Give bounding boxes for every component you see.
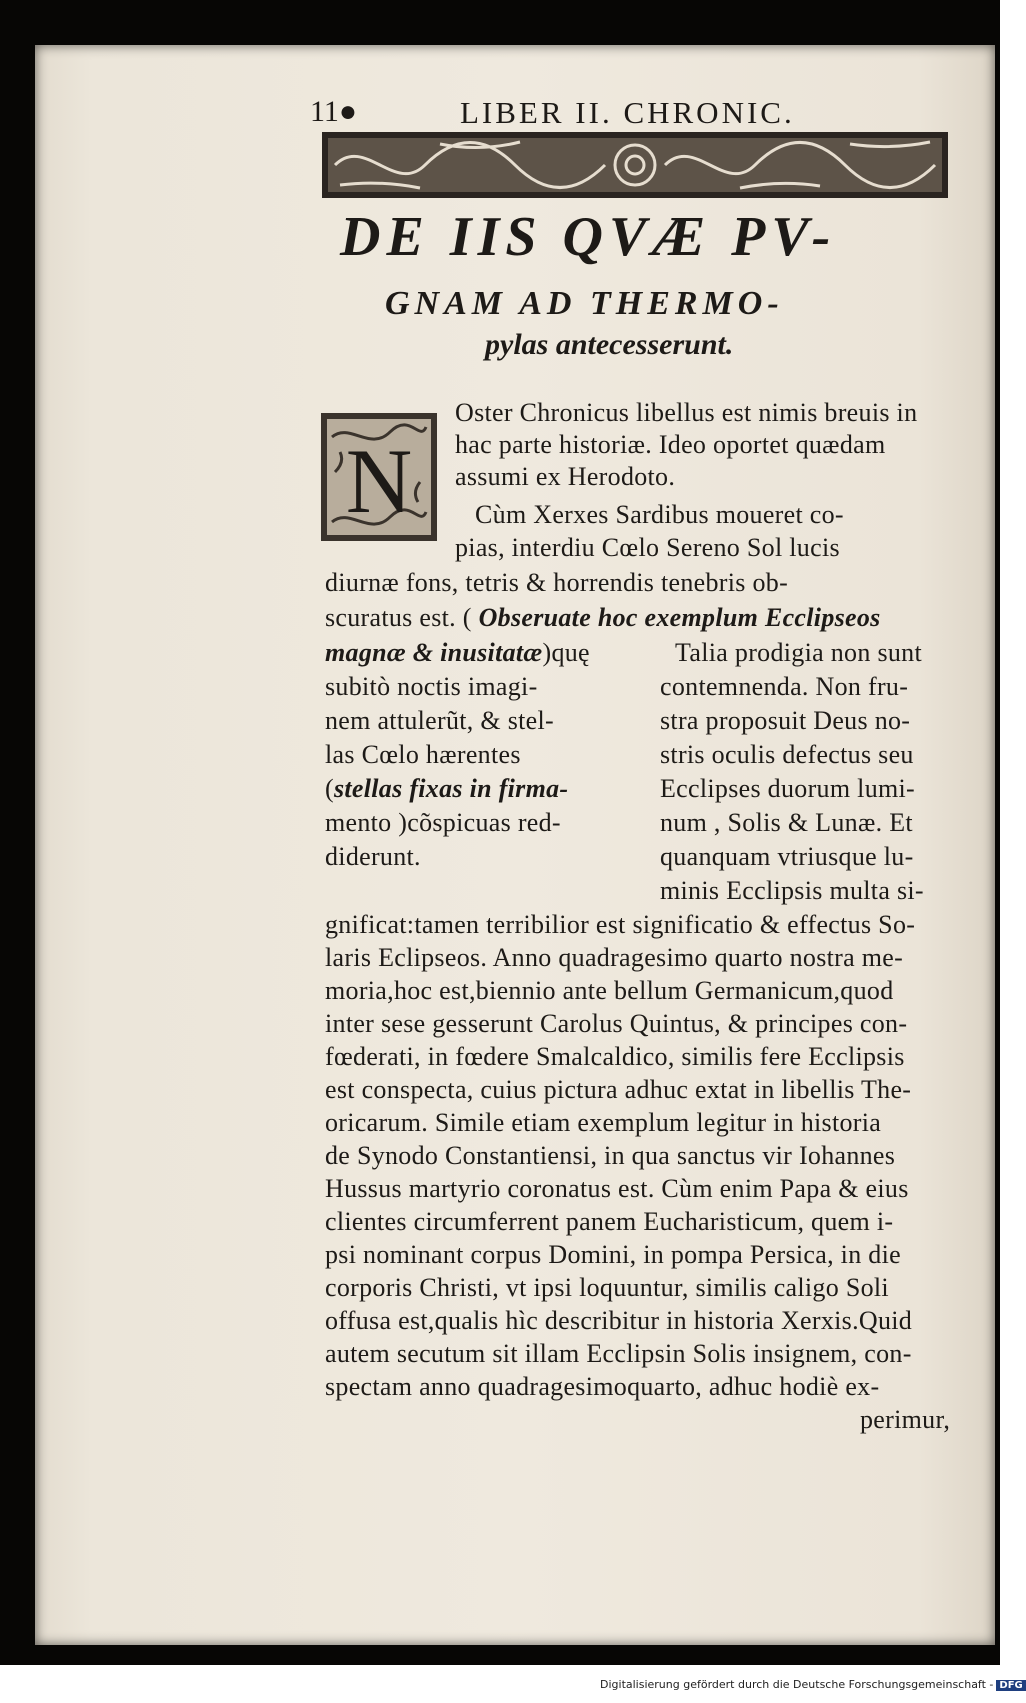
- chapter-title-line-2: GNAM AD THERMO-: [385, 285, 784, 322]
- margin-note-line: Ecclipses duorum lumi-: [660, 774, 915, 803]
- initial-letter: N: [345, 430, 413, 532]
- margin-note-line: contemnenda. Non fru-: [660, 672, 909, 701]
- text-line: las Cœlo hærentes: [325, 740, 521, 769]
- text-line: psi nominant corpus Domini, in pompa Persica, in die: [325, 1240, 901, 1269]
- text-line: pias, interdiu Cœlo Sereno Sol lucis: [455, 533, 840, 562]
- text-line: hac parte historiæ. Ideo oportet quædam: [455, 430, 886, 459]
- margin-note-line: stris oculis defectus seu: [660, 740, 914, 769]
- credit-text: Digitalisierung gefördert durch die Deutsche Forschungsgemeinschaft -: [600, 1678, 994, 1691]
- text-line: inter sese gesserunt Carolus Quintus, & principes con-: [325, 1009, 908, 1038]
- text-line: [325, 603, 881, 633]
- initial-ornament: [320, 412, 438, 542]
- page-header: [310, 95, 930, 135]
- text-line: laris Eclipseos. Anno quadragesimo quarto nostra me-: [325, 943, 904, 972]
- text-line: gnificat:tamen terribilior est significatio & effectus So-: [325, 910, 916, 939]
- margin-note-line: quanquam vtriusque lu-: [660, 842, 914, 871]
- italic-gloss: stellas fixas in firma-: [333, 774, 569, 803]
- text-line: Oster Chronicus libellus est nimis breuis in: [455, 398, 918, 427]
- text-line: oricarum. Simile etiam exemplum legitur in historia: [325, 1108, 882, 1137]
- digitization-credit: [600, 1678, 1026, 1691]
- ornamental-headband: [320, 130, 950, 200]
- text-line: diurnæ fons, tetris & horrendis tenebris ob-: [325, 568, 789, 597]
- text-line: fœderati, in fœdere Smalcaldico, similis fere Ecclipsis: [325, 1042, 905, 1071]
- text-segment: scuratus est. (: [325, 603, 472, 632]
- text-line: [325, 774, 568, 804]
- italic-gloss: Obseruate hoc exemplum Ecclipseos: [478, 603, 881, 632]
- page-number: 11●: [310, 95, 358, 128]
- margin-note-line: Talia prodigia non sunt: [675, 638, 922, 667]
- text-line: clientes circumferrent panem Eucharisticum, quem i-: [325, 1207, 894, 1236]
- text-line: assumi ex Herodoto.: [455, 462, 676, 491]
- text-line: mento )cõspicuas red-: [325, 808, 561, 837]
- text-line: subitò noctis imagi-: [325, 672, 538, 701]
- margin-note-line: num , Solis & Lunæ. Et: [660, 808, 913, 837]
- text-line: diderunt.: [325, 842, 421, 871]
- margin-note-line: minis Ecclipsis multa si-: [660, 876, 924, 905]
- decorated-initial: [320, 412, 438, 542]
- text-line: offusa est,qualis hìc describitur in historia Xerxis.Quid: [325, 1306, 913, 1335]
- chapter-title-line-3: pylas antecesserunt.: [485, 328, 734, 361]
- text-line: spectam anno quadragesimoquarto, adhuc hodiè ex-: [325, 1372, 880, 1401]
- chapter-title-line-1: DE IIS QVÆ PV-: [340, 206, 837, 268]
- text-segment: )quę: [542, 638, 590, 667]
- text-line: Cùm Xerxes Sardibus moueret co-: [475, 500, 844, 529]
- text-line: moria,hoc est,biennio ante bellum Germanicum,quod: [325, 976, 894, 1005]
- text-line: [325, 638, 590, 668]
- catchword: perimur,: [860, 1405, 951, 1434]
- running-title: LIBER II. CHRONIC.: [460, 95, 795, 130]
- text-line: de Synodo Constantiensi, in qua sanctus vir Iohannes: [325, 1141, 896, 1170]
- text-line: est conspecta, cuius pictura adhuc extat in libellis The-: [325, 1075, 912, 1104]
- text-segment: (: [325, 774, 334, 803]
- text-line: nem attulerũt, & stel-: [325, 706, 554, 735]
- text-line: autem secutum sit illam Ecclipsin Solis insignem, con-: [325, 1339, 912, 1368]
- margin-note-line: stra proposuit Deus no-: [660, 706, 911, 735]
- italic-gloss: magnæ & inusitatæ: [325, 638, 543, 667]
- dfg-logo: DFG: [996, 1680, 1025, 1691]
- text-line: corporis Christi, vt ipsi loquuntur, similis caligo Soli: [325, 1273, 889, 1302]
- text-line: Hussus martyrio coronatus est. Cùm enim Papa & eius: [325, 1174, 909, 1203]
